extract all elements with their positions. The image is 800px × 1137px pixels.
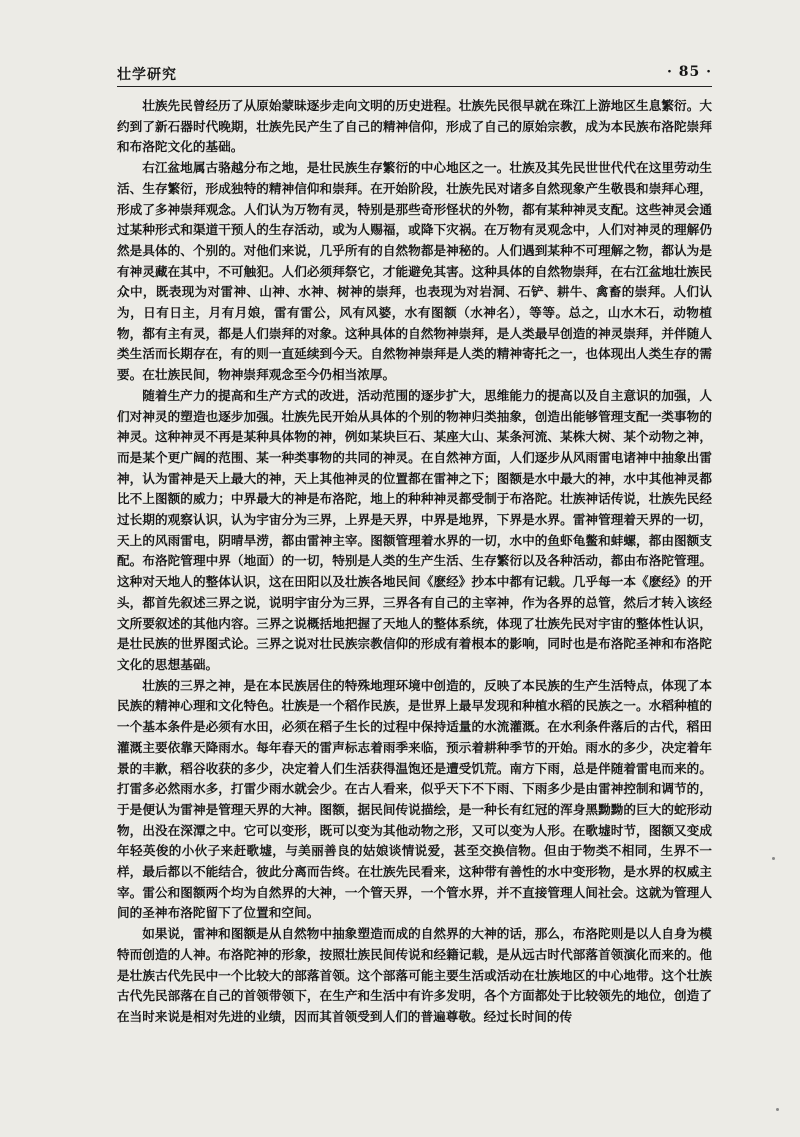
- scan-speck: [772, 857, 775, 860]
- paragraph: 如果说，雷神和图额是从自然物中抽象塑造而成的自然界的大神的话，那么，布洛陀则是以人自身为模特而创造的人神。布洛陀神的形象，按照壮族民间传说和经籍记载，是从远古时代部落首领演化而来的。他是壮族古代先民中一个比较大的部落首领。这个部落可能主要生活或活动在壮族地区的中心地带。这个壮族古代先民部落在自己的首领带领下，在生产和生活中有许多发明，各个方面都处于比较领先的地位，创造了在当时来说是相对先进的业绩，因而其首领受到人们的普遍尊敬。经过长时间的传: [117, 926, 712, 1024]
- header-rule: [117, 86, 712, 87]
- running-header: [117, 62, 712, 88]
- body-text: [117, 96, 712, 1028]
- paragraph: 壮族先民曾经历了从原始蒙昧逐步走向文明的历史进程。壮族先民很早就在珠江上游地区生息繁衍。大约到了新石器时代晚期，壮族先民产生了自己的精神信仰，形成了自己的原始宗教，成为本民族布洛陀崇拜和布洛陀文化的基础。: [117, 98, 712, 155]
- paragraph: 壮族的三界之神，是在本民族居住的特殊地理环境中创造的，反映了本民族的生产生活特点，体现了本民族的精神心理和文化特色。壮族是一个稻作民族，是世界上最早发现和种植水稻的民族之一。水稻种植的一个基本条件是必须有水田，必须在稻子生长的过程中保持适量的水流灌溉。在水利条件落后的古代，稻田灌溉主要依靠天降雨水。每年春天的雷声标志着雨季来临，预示着耕种季节的开始。雨水的多少，决定着年景的丰歉，稻谷收获的多少，决定着人们生活获得温饱还是遭受饥荒。南方下雨，总是伴随着雷电而来的。打雷多必然雨水多，打雷少雨水就会少。在古人看来，似乎天下不下雨、下雨多少是由雷神控制和调节的，于是便认为雷神是管理天界的大神。图额，据民间传说描绘，是一种长有红冠的浑身黑黝黝的巨大的蛇形动物，出没在深潭之中。它可以变形，既可以变为其他动物之形，又可以变为人形。在歌墟时节，图额又变成年轻英俊的小伙子来赶歌墟，与美丽善良的姑娘谈情说爱，甚至交换信物。但由于物类不相同，生界不一样，最后都以不能结合，彼此分离而告终。在壮族先民看来，这种带有善性的水中变形物，是水界的权威主宰。雷公和图额两个均为自然界的大神，一个管天界，一个管水界，并不直接管理人间社会。这就为管理人间的圣神布洛陀留下了位置和空间。: [117, 677, 712, 921]
- paragraph: 随着生产力的提高和生产方式的改进，活动范围的逐步扩大，思维能力的提高以及自主意识的加强，人们对神灵的塑造也逐步加强。壮族先民开始从具体的个别的物神归类抽象，创造出能够管理支配一类事物的神灵。这种神灵不再是某种具体物的神，例如某块巨石、某座大山、某条河流、某株大树、某个动物之神，而是某个更广阔的范围、某一种类事物的共同的神灵。在自然神方面，人们逐步从风雨雷电诸神中抽象出雷神，认为雷神是天上最大的神，天上其他神灵的位置都在雷神之下；图额是水中最大的神，水中其他神灵都比不上图额的威力；中界最大的神是布洛陀，地上的种种神灵都受制于布洛陀。壮族神话传说，壮族先民经过长期的观察认识，认为宇宙分为三界，上界是天界，中界是地界，下界是水界。雷神管理着天界的一切，天上的风雨雷电，阴晴旱涝，都由雷神主宰。图额管理着水界的一切，水中的鱼虾龟鳖和蚌螺，都由图额支配。布洛陀管理中界（地面）的一切，特别是人类的生产生活、生存繁衍以及各种活动，都由布洛陀管理。这种对天地人的整体认识，这在田阳以及壮族各地民间《麽经》抄本中都有记载。几乎每一本《麽经》的开头，都首先叙述三界之说，说明宇宙分为三界，三界各有自己的主宰神，作为各界的总管，然后才转入该经文所要叙述的其他内容。三界之说概括地把握了天地人的整体系统，体现了壮族先民对宇宙的整体性认识，是壮民族的世界图式论。三界之说对壮民族宗教信仰的形成有着根本的影响，同时也是布洛陀圣神和布洛陀文化的思想基础。: [117, 387, 712, 672]
- scan-speck: [776, 1108, 779, 1111]
- journal-title: 壮学研究: [117, 67, 177, 83]
- page-number: · 85 ·: [667, 64, 712, 80]
- paragraph: 右江盆地属古骆越分布之地，是壮民族生存繁衍的中心地区之一。壮族及其先民世世代代在这里劳动生活、生存繁衍，形成独特的精神信仰和崇拜。在开始阶段，壮族先民对诸多自然现象产生敬畏和崇拜心理，形成了多神崇拜观念。人们认为万物有灵，特别是那些奇形怪状的外物，都有某种神灵支配。这些神灵会通过某种形式和渠道干预人的生存活动，或为人赐福，或降下灾祸。在万物有灵观念中，人们对神灵的理解仍然是具体的、个别的。对他们来说，几乎所有的自然物都是神秘的。人们遇到某种不可理解之物，都认为是有神灵藏在其中，不可触犯。人们必须拜祭它，才能避免其害。这种具体的自然物崇拜，在右江盆地壮族民众中，既表现为对雷神、山神、水神、树神的崇拜，也表现为对岩洞、石铲、耕牛、禽畜的崇拜。人们认为，日有日主，月有月娘，雷有雷公，风有风婆，水有图额（水神名），等等。总之，山水木石，动物植物，都有主有灵，都是人们崇拜的对象。这种具体的自然物神崇拜，是人类最早创造的神灵崇拜，并伴随人类生活而长期存在，有的则一直延续到今天。自然物神崇拜是人类的精神寄托之一，也体现出人类生存的需要。在壮族民间，物神崇拜观念至今仍相当浓厚。: [117, 160, 712, 383]
